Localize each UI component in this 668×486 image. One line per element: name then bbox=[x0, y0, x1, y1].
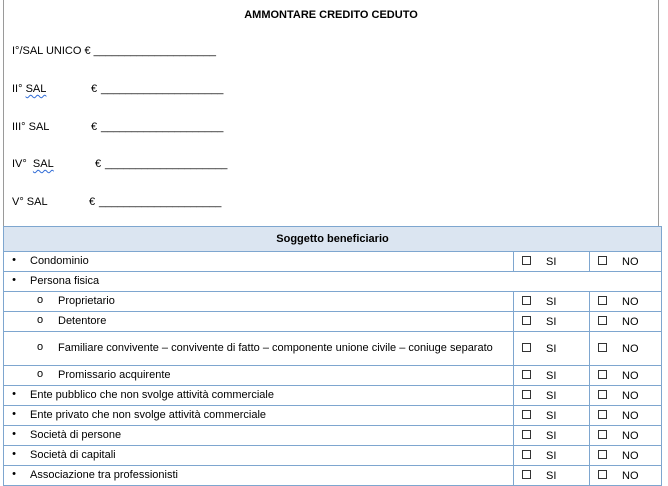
sal-currency: € bbox=[95, 158, 102, 170]
beneficiary-table-header-row bbox=[4, 227, 662, 252]
checkbox-yes-label: SI bbox=[546, 449, 557, 462]
checkbox-no[interactable] bbox=[598, 316, 607, 325]
checkbox-no-label: NO bbox=[622, 449, 639, 462]
checkbox-yes-label: SI bbox=[546, 255, 557, 268]
sal-label: III° SAL bbox=[12, 121, 50, 133]
table-row bbox=[4, 312, 662, 332]
option-no-cell bbox=[590, 466, 662, 486]
sal-amount-field[interactable]: ____________________ bbox=[105, 158, 228, 170]
option-yes-cell bbox=[514, 446, 590, 466]
sal-row-5 bbox=[12, 196, 222, 208]
option-yes bbox=[514, 370, 556, 382]
checkbox-yes[interactable] bbox=[522, 390, 531, 399]
sub-bullet-icon: o bbox=[36, 314, 44, 326]
checkbox-yes[interactable] bbox=[522, 410, 531, 419]
checkbox-no[interactable] bbox=[598, 343, 607, 352]
checkbox-no-label: NO bbox=[622, 315, 639, 328]
checkbox-yes-label: SI bbox=[546, 389, 557, 402]
beneficiary-label-wrap bbox=[4, 406, 513, 425]
checkbox-no-label: NO bbox=[622, 369, 639, 382]
checkbox-no-label: NO bbox=[622, 255, 639, 268]
checkbox-no-label: NO bbox=[622, 469, 639, 482]
sal-amount-field[interactable]: ____________________ bbox=[93, 45, 217, 57]
beneficiary-label: Associazione tra professionisti bbox=[30, 469, 178, 481]
sal-label: II° SAL bbox=[12, 83, 47, 95]
bullet-icon: • bbox=[12, 448, 16, 460]
option-no bbox=[590, 430, 639, 442]
table-row bbox=[4, 252, 662, 272]
checkbox-no[interactable] bbox=[598, 410, 607, 419]
beneficiary-label-cell bbox=[4, 466, 514, 486]
checkbox-no[interactable] bbox=[598, 296, 607, 305]
checkbox-no[interactable] bbox=[598, 256, 607, 265]
beneficiary-label-wrap bbox=[4, 272, 661, 291]
checkbox-no-label: NO bbox=[622, 295, 639, 308]
beneficiary-label-cell bbox=[4, 252, 514, 272]
beneficiary-label-wrap bbox=[4, 339, 513, 358]
beneficiary-label: Società di capitali bbox=[30, 449, 116, 461]
option-no bbox=[590, 316, 639, 328]
beneficiary-label-cell bbox=[4, 426, 514, 446]
beneficiary-label-wrap bbox=[4, 312, 513, 331]
checkbox-no[interactable] bbox=[598, 390, 607, 399]
option-no bbox=[590, 370, 639, 382]
beneficiary-label-wrap bbox=[4, 466, 513, 485]
checkbox-yes-label: SI bbox=[546, 342, 557, 355]
sal-label: IV° SAL bbox=[12, 158, 54, 170]
option-no-cell bbox=[590, 386, 662, 406]
credit-section-title: AMMONTARE CREDITO CEDUTO bbox=[244, 9, 418, 21]
option-yes bbox=[514, 410, 556, 422]
option-no bbox=[590, 390, 639, 402]
sal-currency: € bbox=[91, 121, 98, 133]
checkbox-yes[interactable] bbox=[522, 256, 531, 265]
beneficiary-label: Familiare convivente – convivente di fatto – componente unione civile – coniuge separato bbox=[58, 342, 493, 354]
table-row bbox=[4, 406, 662, 426]
checkbox-yes[interactable] bbox=[522, 316, 531, 325]
option-no bbox=[590, 450, 639, 462]
sal-currency: € bbox=[89, 196, 96, 208]
beneficiary-label-cell bbox=[4, 312, 514, 332]
beneficiary-label-wrap bbox=[4, 292, 513, 311]
checkbox-yes-label: SI bbox=[546, 369, 557, 382]
table-row bbox=[4, 446, 662, 466]
bullet-icon: • bbox=[12, 428, 16, 440]
checkbox-no-label: NO bbox=[622, 389, 639, 402]
option-no-cell bbox=[590, 366, 662, 386]
checkbox-no[interactable] bbox=[598, 370, 607, 379]
beneficiary-label: Proprietario bbox=[58, 295, 115, 307]
option-yes bbox=[514, 470, 556, 482]
bullet-icon: • bbox=[12, 408, 16, 420]
bullet-icon: • bbox=[12, 274, 16, 286]
bullet-icon: • bbox=[12, 388, 16, 400]
checkbox-yes[interactable] bbox=[522, 470, 531, 479]
beneficiary-label: Promissario acquirente bbox=[58, 369, 171, 381]
checkbox-no-label: NO bbox=[622, 409, 639, 422]
checkbox-yes[interactable] bbox=[522, 450, 531, 459]
beneficiary-label-cell bbox=[4, 446, 514, 466]
beneficiary-label: Società di persone bbox=[30, 429, 122, 441]
option-yes-cell bbox=[514, 406, 590, 426]
beneficiary-rows bbox=[4, 252, 662, 486]
option-yes-cell bbox=[514, 332, 590, 366]
option-no bbox=[590, 296, 639, 308]
option-no-cell bbox=[590, 406, 662, 426]
checkbox-yes-label: SI bbox=[546, 429, 557, 442]
checkbox-no-label: NO bbox=[622, 342, 639, 355]
bullet-icon: • bbox=[12, 254, 16, 266]
checkbox-no-label: NO bbox=[622, 429, 639, 442]
option-no bbox=[590, 470, 639, 482]
table-row bbox=[4, 386, 662, 406]
sub-bullet-icon: o bbox=[36, 294, 44, 306]
beneficiary-label: Persona fisica bbox=[30, 275, 100, 287]
table-row bbox=[4, 426, 662, 446]
beneficiary-label-wrap bbox=[4, 386, 513, 405]
checkbox-no[interactable] bbox=[598, 450, 607, 459]
beneficiary-label-wrap bbox=[4, 446, 513, 465]
option-no bbox=[590, 410, 639, 422]
option-yes-cell bbox=[514, 366, 590, 386]
sal-row-2 bbox=[12, 83, 224, 95]
beneficiary-label: Condominio bbox=[30, 255, 89, 267]
beneficiary-label: Ente privato che non svolge attività commerciale bbox=[30, 409, 267, 421]
sub-bullet-icon: o bbox=[36, 341, 44, 353]
option-no bbox=[590, 343, 639, 355]
option-no bbox=[590, 256, 639, 268]
option-yes-cell bbox=[514, 252, 590, 272]
beneficiary-label-cell bbox=[4, 292, 514, 312]
option-no-cell bbox=[590, 332, 662, 366]
table-row bbox=[4, 366, 662, 386]
option-no-cell bbox=[590, 426, 662, 446]
checkbox-yes-label: SI bbox=[546, 295, 557, 308]
beneficiary-label-cell bbox=[4, 332, 514, 366]
option-yes-cell bbox=[514, 466, 590, 486]
option-yes-cell bbox=[514, 386, 590, 406]
option-yes-cell bbox=[514, 426, 590, 446]
checkbox-yes-label: SI bbox=[546, 409, 557, 422]
beneficiary-label-cell bbox=[4, 386, 514, 406]
table-row bbox=[4, 272, 662, 292]
sal-label: I°/SAL UNICO bbox=[12, 45, 82, 57]
beneficiary-label: Ente pubblico che non svolge attività commerciale bbox=[30, 389, 274, 401]
sal-amount-field[interactable]: ____________________ bbox=[99, 196, 222, 208]
beneficiary-table bbox=[3, 226, 662, 486]
sal-row-4 bbox=[12, 158, 228, 170]
option-no-cell bbox=[590, 252, 662, 272]
bullet-icon: • bbox=[12, 468, 16, 480]
checkbox-yes[interactable] bbox=[522, 370, 531, 379]
option-yes bbox=[514, 343, 556, 355]
checkbox-no[interactable] bbox=[598, 470, 607, 479]
credit-section bbox=[3, 0, 659, 226]
checkbox-yes[interactable] bbox=[522, 296, 531, 305]
beneficiary-label-cell bbox=[4, 366, 514, 386]
sal-label: V° SAL bbox=[12, 196, 48, 208]
sal-amount-field[interactable]: ____________________ bbox=[101, 83, 224, 95]
beneficiary-label: Detentore bbox=[58, 315, 107, 327]
option-yes-cell bbox=[514, 312, 590, 332]
table-row bbox=[4, 292, 662, 312]
checkbox-yes-label: SI bbox=[546, 315, 557, 328]
option-yes bbox=[514, 316, 556, 328]
option-yes bbox=[514, 296, 556, 308]
sal-amount-field[interactable]: ____________________ bbox=[101, 121, 224, 133]
checkbox-yes[interactable] bbox=[522, 343, 531, 352]
table-row bbox=[4, 332, 662, 366]
option-no-cell bbox=[590, 292, 662, 312]
sal-currency: € bbox=[91, 83, 98, 95]
table-row bbox=[4, 466, 662, 486]
option-no-cell bbox=[590, 312, 662, 332]
checkbox-no[interactable] bbox=[598, 430, 607, 439]
option-yes bbox=[514, 390, 556, 402]
sal-row-3 bbox=[12, 121, 224, 133]
option-yes bbox=[514, 450, 556, 462]
checkbox-yes-label: SI bbox=[546, 469, 557, 482]
option-no-cell bbox=[590, 446, 662, 466]
beneficiary-label-wrap bbox=[4, 252, 513, 271]
checkbox-yes[interactable] bbox=[522, 430, 531, 439]
beneficiary-table-header: Soggetto beneficiario bbox=[4, 227, 662, 252]
sal-currency: € bbox=[84, 45, 91, 57]
option-yes bbox=[514, 256, 556, 268]
beneficiary-label-cell bbox=[4, 406, 514, 426]
beneficiary-label-cell bbox=[4, 272, 662, 292]
sub-bullet-icon: o bbox=[36, 368, 44, 380]
option-yes-cell bbox=[514, 292, 590, 312]
sal-row-unico bbox=[12, 45, 216, 57]
beneficiary-label-wrap bbox=[4, 426, 513, 445]
beneficiary-label-wrap bbox=[4, 366, 513, 385]
option-yes bbox=[514, 430, 556, 442]
